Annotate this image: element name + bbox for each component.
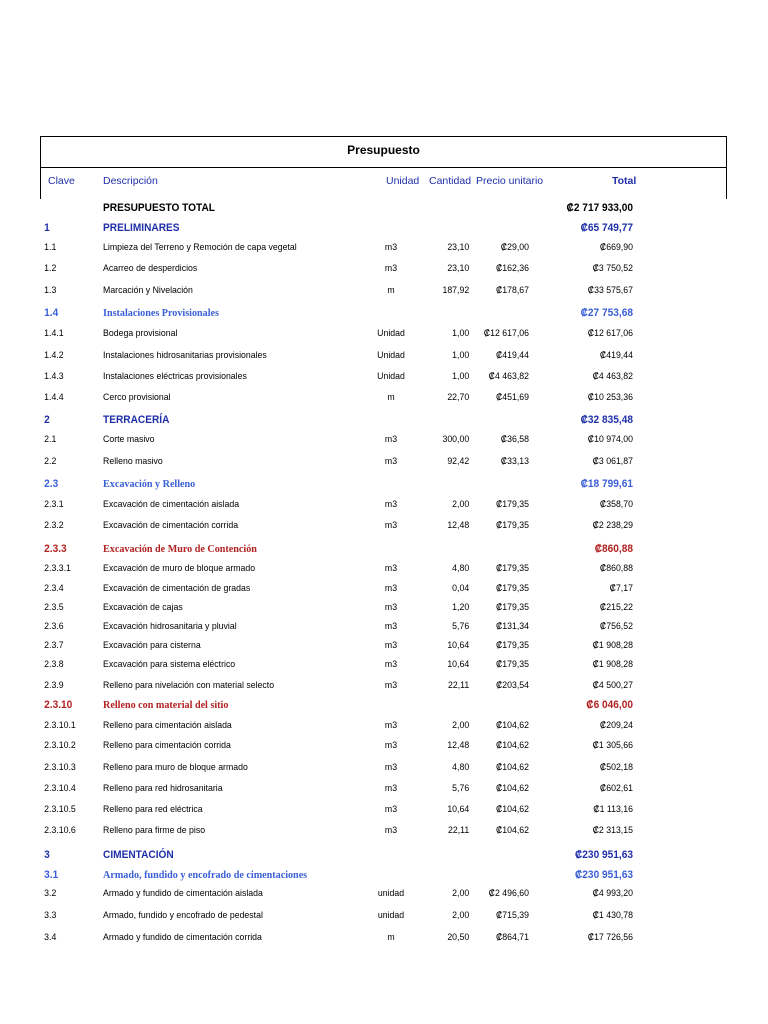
row-descripcion: Instalaciones Provisionales [103, 307, 219, 319]
section-row [0, 476, 707, 494]
row-unidad: unidad [377, 888, 405, 899]
row-cantidad: 2,00 [452, 888, 470, 899]
row-clave: 2.3.8 [44, 659, 64, 670]
table-row [0, 760, 707, 778]
row-clave: 2.1 [44, 434, 57, 445]
row-cantidad: 300,00 [442, 434, 470, 445]
row-precio-unitario: ₡131,34 [495, 621, 529, 632]
row-total: ₡358,70 [599, 499, 633, 510]
row-total: ₡10 253,36 [587, 392, 633, 403]
row-cantidad: 22,11 [447, 825, 470, 836]
table-row [0, 657, 707, 675]
row-cantidad: 10,64 [447, 659, 470, 670]
row-total: ₡602,61 [599, 783, 633, 794]
row-cantidad: 1,00 [452, 328, 470, 339]
row-clave: 2.3.10 [44, 699, 73, 711]
row-clave: 1.4.2 [44, 350, 64, 361]
row-descripcion: Excavación de cimentación corrida [103, 520, 239, 531]
row-unidad: m3 [384, 621, 398, 632]
row-precio-unitario: ₡179,35 [495, 659, 529, 670]
row-total: ₡3 061,87 [592, 456, 633, 467]
row-cantidad: 4,80 [452, 563, 470, 574]
row-unidad: m3 [384, 602, 398, 613]
row-descripcion: Relleno para red hidrosanitaria [103, 783, 223, 794]
row-clave: 2.3.1 [44, 499, 64, 510]
table-row [0, 638, 707, 656]
row-precio-unitario: ₡104,62 [495, 825, 529, 836]
row-unidad: m3 [384, 242, 398, 253]
table-row [0, 240, 707, 258]
row-precio-unitario: ₡419,44 [495, 350, 529, 361]
row-precio-unitario: ₡104,62 [495, 804, 529, 815]
row-precio-unitario: ₡715,39 [495, 910, 529, 921]
row-descripcion: Relleno para red eléctrica [103, 804, 203, 815]
row-total: ₡502,18 [599, 762, 633, 773]
row-precio-unitario: ₡162,36 [495, 263, 529, 274]
row-precio-unitario: ₡179,35 [495, 563, 529, 574]
header-unidad: Unidad [386, 175, 420, 187]
row-clave: 2.3.10.2 [44, 740, 76, 751]
row-precio-unitario: ₡179,35 [495, 499, 529, 510]
table-row [0, 738, 707, 756]
table-row [0, 781, 707, 799]
row-descripcion: Relleno para nivelación con material selecto [103, 680, 275, 691]
table-row [0, 908, 707, 926]
row-unidad: m [387, 285, 395, 296]
row-unidad: m3 [384, 762, 398, 773]
row-clave: 2.3 [44, 478, 59, 490]
row-unidad: m3 [384, 825, 398, 836]
row-precio-unitario: ₡2 496,60 [488, 888, 529, 899]
table-row [0, 823, 707, 841]
row-clave: 1.1 [44, 242, 57, 253]
table-row [0, 802, 707, 820]
row-total: ₡215,22 [599, 602, 633, 613]
row-unidad: Unidad [377, 371, 405, 382]
row-clave: 2.3.7 [44, 640, 64, 651]
row-descripcion: Relleno para muro de bloque armado [103, 762, 248, 773]
row-precio-unitario: ₡104,62 [495, 762, 529, 773]
row-unidad: m3 [384, 659, 398, 670]
table-row [0, 283, 707, 301]
row-clave: 2.3.9 [44, 680, 64, 691]
row-descripcion: Armado, fundido y encofrado de cimentaciones [103, 869, 308, 881]
row-cantidad: 10,64 [447, 640, 470, 651]
row-unidad: m3 [384, 520, 398, 531]
row-descripcion: Cerco provisional [103, 392, 171, 403]
row-unidad: Unidad [377, 350, 405, 361]
row-cantidad: 92,42 [447, 456, 470, 467]
row-total: ₡756,52 [599, 621, 633, 632]
row-clave: 3.1 [44, 869, 59, 881]
row-descripcion: Excavación y Relleno [103, 478, 196, 490]
row-descripcion: Acarreo de desperdicios [103, 263, 198, 274]
row-cantidad: 1,00 [452, 350, 470, 361]
row-total: ₡12 617,06 [587, 328, 633, 339]
row-clave: 1.4.1 [44, 328, 64, 339]
row-descripcion: Marcación y Nivelación [103, 285, 193, 296]
row-descripcion: Relleno para cimentación aislada [103, 720, 232, 731]
row-total: ₡7,17 [609, 583, 633, 594]
row-cantidad: 1,00 [452, 371, 470, 382]
row-precio-unitario: ₡179,35 [495, 602, 529, 613]
table-row [0, 261, 707, 279]
row-unidad: m3 [384, 499, 398, 510]
row-clave: 2.3.3 [44, 543, 67, 555]
row-clave: 2.3.10.1 [44, 720, 76, 731]
row-precio-unitario: ₡179,35 [495, 640, 529, 651]
row-precio-unitario: ₡104,62 [495, 740, 529, 751]
row-precio-unitario: ₡12 617,06 [483, 328, 529, 339]
row-cantidad: 5,76 [452, 621, 470, 632]
table-row [0, 619, 707, 637]
row-total: ₡4 500,27 [592, 680, 633, 691]
row-total: ₡1 908,28 [592, 640, 633, 651]
divider [41, 167, 726, 168]
table-row [0, 390, 707, 408]
row-cantidad: 12,48 [447, 520, 470, 531]
row-clave: 2.3.4 [44, 583, 64, 594]
table-row [0, 561, 707, 579]
section-row [0, 200, 707, 218]
row-clave: 2.3.5 [44, 602, 64, 613]
row-precio-unitario: ₡203,54 [495, 680, 529, 691]
table-row [0, 678, 707, 696]
row-clave: 2.2 [44, 456, 57, 467]
row-clave: 2.3.10.6 [44, 825, 76, 836]
row-clave: 2.3.3.1 [44, 563, 71, 574]
row-unidad: m3 [384, 434, 398, 445]
row-cantidad: 10,64 [447, 804, 470, 815]
row-total: ₡209,24 [599, 720, 633, 731]
row-descripcion: Relleno para cimentación corrida [103, 740, 231, 751]
row-unidad: m3 [384, 263, 398, 274]
row-total: ₡1 908,28 [592, 659, 633, 670]
row-precio-unitario: ₡451,69 [495, 392, 529, 403]
row-descripcion: Excavación de muro de bloque armado [103, 563, 256, 574]
row-clave: 2.3.6 [44, 621, 64, 632]
page-title: Presupuesto [347, 143, 420, 157]
row-clave: 1 [44, 222, 50, 234]
row-descripcion: Excavación de Muro de Contención [103, 543, 257, 555]
table-frame [40, 136, 727, 199]
row-total: ₡3 750,52 [592, 263, 633, 274]
row-clave: 3.2 [44, 888, 57, 899]
row-descripcion: Relleno masivo [103, 456, 163, 467]
row-precio-unitario: ₡178,67 [495, 285, 529, 296]
table-row [0, 718, 707, 736]
row-precio-unitario: ₡864,71 [495, 932, 529, 943]
row-descripcion: Corte masivo [103, 434, 155, 445]
row-precio-unitario: ₡179,35 [495, 520, 529, 531]
section-row [0, 867, 707, 885]
row-clave: 1.4.4 [44, 392, 64, 403]
row-descripcion: PRESUPUESTO TOTAL [103, 202, 215, 214]
row-total: ₡1 113,16 [593, 804, 633, 815]
row-unidad: m3 [384, 456, 398, 467]
table-row [0, 518, 707, 536]
row-total: ₡18 799,61 [580, 478, 633, 490]
row-cantidad: 2,00 [452, 910, 470, 921]
row-unidad: m3 [384, 720, 398, 731]
row-total: ₡419,44 [599, 350, 633, 361]
header-total: Total [612, 175, 637, 187]
row-descripcion: Excavación para sistema eléctrico [103, 659, 236, 670]
table-row [0, 432, 707, 450]
table-row [0, 600, 707, 618]
row-descripcion: PRELIMINARES [103, 222, 180, 234]
row-descripcion: Armado y fundido de cimentación aislada [103, 888, 263, 899]
row-cantidad: 22,70 [447, 392, 470, 403]
row-total: ₡2 313,15 [592, 825, 633, 836]
row-clave: 3 [44, 849, 50, 861]
row-total: ₡2 717 933,00 [566, 202, 633, 214]
row-clave: 2.3.10.4 [44, 783, 76, 794]
row-total: ₡32 835,48 [580, 414, 633, 426]
row-cantidad: 23,10 [447, 263, 470, 274]
row-descripcion: Excavación hidrosanitaria y pluvial [103, 621, 237, 632]
row-cantidad: 4,80 [452, 762, 470, 773]
row-total: ₡860,88 [599, 563, 633, 574]
row-descripcion: Instalaciones eléctricas provisionales [103, 371, 247, 382]
row-clave: 2 [44, 414, 50, 426]
row-clave: 2.3.10.5 [44, 804, 76, 815]
table-row [0, 930, 707, 948]
row-precio-unitario: ₡36,58 [500, 434, 529, 445]
row-cantidad: 2,00 [452, 720, 470, 731]
row-precio-unitario: ₡104,62 [495, 720, 529, 731]
row-total: ₡230 951,63 [575, 869, 633, 881]
header-cantidad: Cantidad [429, 175, 472, 187]
row-cantidad: 187,92 [442, 285, 470, 296]
row-unidad: m [387, 932, 395, 943]
row-cantidad: 1,20 [452, 602, 470, 613]
row-unidad: m3 [384, 640, 398, 651]
row-precio-unitario: ₡104,62 [495, 783, 529, 794]
row-descripcion: Excavación de cimentación aislada [103, 499, 240, 510]
row-clave: 1.2 [44, 263, 57, 274]
table-row [0, 369, 707, 387]
row-descripcion: CIMENTACIÓN [103, 849, 174, 861]
row-total: ₡4 993,20 [592, 888, 633, 899]
row-precio-unitario: ₡33,13 [500, 456, 529, 467]
row-clave: 1.3 [44, 285, 57, 296]
row-total: ₡4 463,82 [592, 371, 633, 382]
table-row [0, 348, 707, 366]
row-precio-unitario: ₡29,00 [500, 242, 529, 253]
row-cantidad: 2,00 [452, 499, 470, 510]
table-row [0, 454, 707, 472]
row-unidad: m3 [384, 563, 398, 574]
section-row [0, 697, 707, 715]
table-row [0, 326, 707, 344]
row-total: ₡17 726,56 [587, 932, 633, 943]
section-row [0, 847, 707, 865]
row-descripcion: Relleno con material del sitio [103, 699, 229, 711]
row-cantidad: 20,50 [447, 932, 470, 943]
row-clave: 1.4.3 [44, 371, 64, 382]
row-unidad: m3 [384, 680, 398, 691]
row-clave: 1.4 [44, 307, 59, 319]
row-cantidad: 12,48 [447, 740, 470, 751]
row-descripcion: TERRACERÍA [103, 414, 170, 426]
row-descripcion: Limpieza del Terreno y Remoción de capa vegetal [103, 242, 297, 253]
row-unidad: m3 [384, 804, 398, 815]
row-clave: 2.3.2 [44, 520, 64, 531]
row-total: ₡669,90 [599, 242, 633, 253]
row-clave: 3.4 [44, 932, 57, 943]
header-clave: Clave [48, 175, 75, 187]
row-clave: 2.3.10.3 [44, 762, 76, 773]
row-descripcion: Excavación de cajas [103, 602, 183, 613]
row-cantidad: 22,11 [447, 680, 470, 691]
row-total: ₡860,88 [594, 543, 633, 555]
row-cantidad: 23,10 [447, 242, 470, 253]
header-descripcion: Descripción [103, 175, 158, 187]
row-unidad: m3 [384, 740, 398, 751]
section-row [0, 220, 707, 238]
row-total: ₡33 575,67 [587, 285, 633, 296]
row-unidad: m [387, 392, 395, 403]
row-total: ₡2 238,29 [592, 520, 633, 531]
row-descripcion: Excavación para cisterna [103, 640, 201, 651]
header-precio-unitario: Precio unitario [476, 175, 544, 187]
row-descripcion: Excavación de cimentación de gradas [103, 583, 251, 594]
section-row [0, 305, 707, 323]
section-row [0, 412, 707, 430]
row-cantidad: 5,76 [452, 783, 470, 794]
row-descripcion: Relleno para firme de piso [103, 825, 206, 836]
row-unidad: m3 [384, 783, 398, 794]
row-total: ₡1 430,78 [592, 910, 633, 921]
table-row [0, 581, 707, 599]
row-total: ₡65 749,77 [580, 222, 633, 234]
row-descripcion: Instalaciones hidrosanitarias provisionales [103, 350, 267, 361]
row-unidad: unidad [377, 910, 405, 921]
row-total: ₡1 305,66 [592, 740, 633, 751]
row-cantidad: 0,04 [452, 583, 470, 594]
row-unidad: m3 [384, 583, 398, 594]
row-unidad: Unidad [377, 328, 405, 339]
table-row [0, 886, 707, 904]
row-total: ₡10 974,00 [587, 434, 633, 445]
table-row [0, 497, 707, 515]
row-precio-unitario: ₡179,35 [495, 583, 529, 594]
row-clave: 3.3 [44, 910, 57, 921]
row-descripcion: Bodega provisional [103, 328, 178, 339]
section-row [0, 541, 707, 559]
row-total: ₡27 753,68 [580, 307, 633, 319]
row-total: ₡6 046,00 [586, 699, 633, 711]
row-descripcion: Armado, fundido y encofrado de pedestal [103, 910, 263, 921]
row-total: ₡230 951,63 [575, 849, 633, 861]
row-precio-unitario: ₡4 463,82 [488, 371, 529, 382]
row-descripcion: Armado y fundido de cimentación corrida [103, 932, 262, 943]
